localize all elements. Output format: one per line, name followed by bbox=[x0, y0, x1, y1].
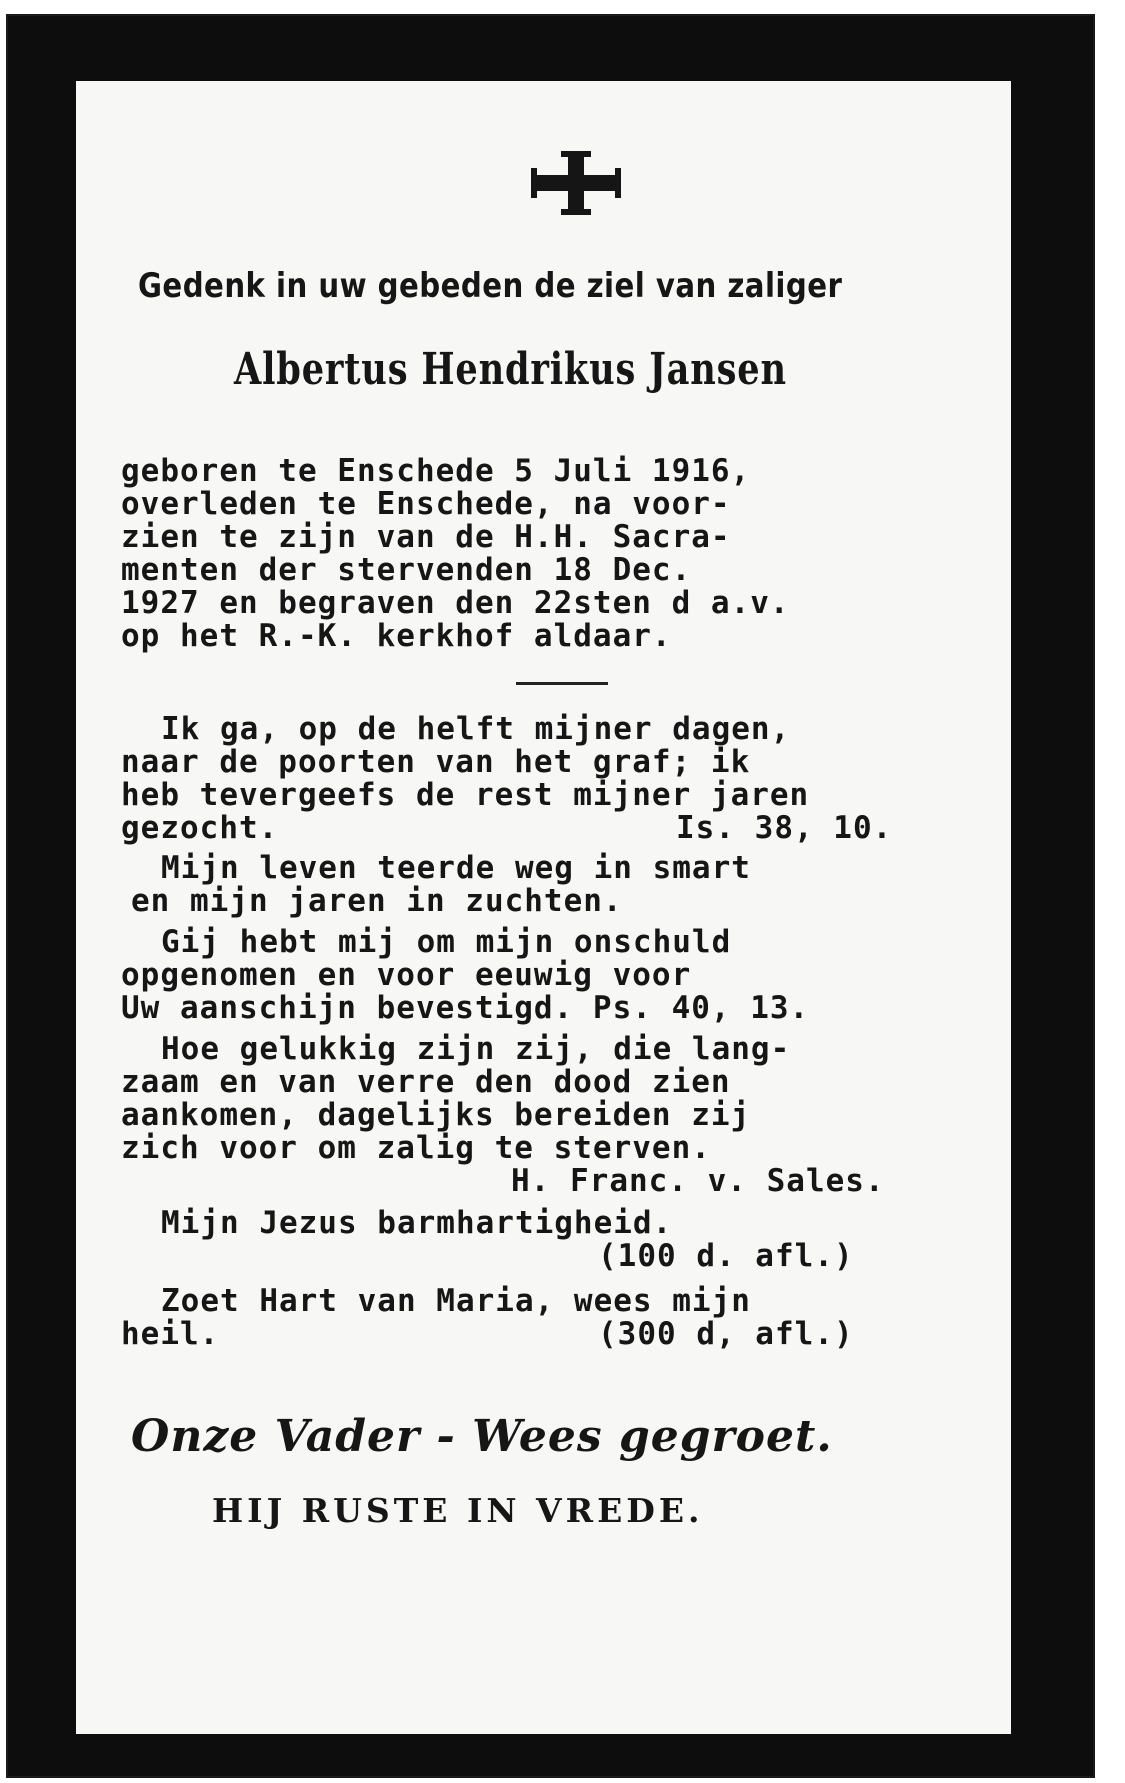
jezus-ejaculation: Mijn Jezus barmhartigheid. bbox=[161, 1205, 673, 1241]
isaiah-reference: Is. 38, 10. bbox=[676, 810, 893, 846]
cross-icon bbox=[531, 151, 621, 215]
isaiah-line-1: Ik ga, op de helft mijner dagen, bbox=[161, 711, 791, 747]
isaiah-line-3: heb tevergeefs de rest mijner jaren bbox=[121, 777, 810, 813]
life-line-1: Mijn leven teerde weg in smart bbox=[161, 850, 751, 886]
isaiah-line-2: naar de poorten van het graf; ik bbox=[121, 744, 751, 780]
sales-reference: H. Franc. v. Sales. bbox=[511, 1163, 885, 1199]
sales-line-1: Hoe gelukkig zijn zij, die lang- bbox=[161, 1031, 791, 1067]
deceased-name: Albertus Hendrikus Jansen bbox=[234, 344, 787, 395]
life-line-2: en mijn jaren in zuchten. bbox=[131, 883, 623, 919]
sales-line-2: zaam en van verre den dood zien bbox=[121, 1064, 731, 1100]
sales-line-4: zich voor om zalig te sterven. bbox=[121, 1130, 711, 1166]
maria-ejaculation: Zoet Hart van Maria, wees mijn bbox=[161, 1283, 751, 1319]
prayer-line: Onze Vader - Wees gegroet. bbox=[131, 1411, 833, 1462]
headline: Gedenk in uw gebeden de ziel van zaliger bbox=[138, 266, 843, 306]
maria-indulgence: (300 d, afl.) bbox=[598, 1316, 854, 1352]
bio-line-3: zien te zijn van de H.H. Sacra- bbox=[121, 519, 731, 555]
bio-line-1: geboren te Enschede 5 Juli 1916, bbox=[121, 453, 751, 489]
memorial-card bbox=[76, 81, 1011, 1734]
bio-line-6: op het R.-K. kerkhof aldaar. bbox=[121, 618, 672, 654]
bio-line-2: overleden te Enschede, na voor- bbox=[121, 486, 731, 522]
divider bbox=[516, 682, 608, 685]
bio-line-4: menten der stervenden 18 Dec. bbox=[121, 552, 692, 588]
bio-line-5: 1927 en begraven den 22sten d a.v. bbox=[121, 585, 790, 621]
jezus-indulgence: (100 d. afl.) bbox=[598, 1238, 854, 1274]
psalm-line-2: opgenomen en voor eeuwig voor bbox=[121, 957, 692, 993]
closing-line: HIJ RUSTE IN VREDE. bbox=[212, 1491, 704, 1530]
sales-line-3: aankomen, dagelijks bereiden zij bbox=[121, 1097, 751, 1133]
maria-ejaculation-end: heil. bbox=[121, 1316, 220, 1352]
isaiah-line-4: gezocht. bbox=[121, 810, 279, 846]
psalm-line-1: Gij hebt mij om mijn onschuld bbox=[161, 924, 732, 960]
psalm-line-3: Uw aanschijn bevestigd. Ps. 40, 13. bbox=[121, 990, 810, 1026]
